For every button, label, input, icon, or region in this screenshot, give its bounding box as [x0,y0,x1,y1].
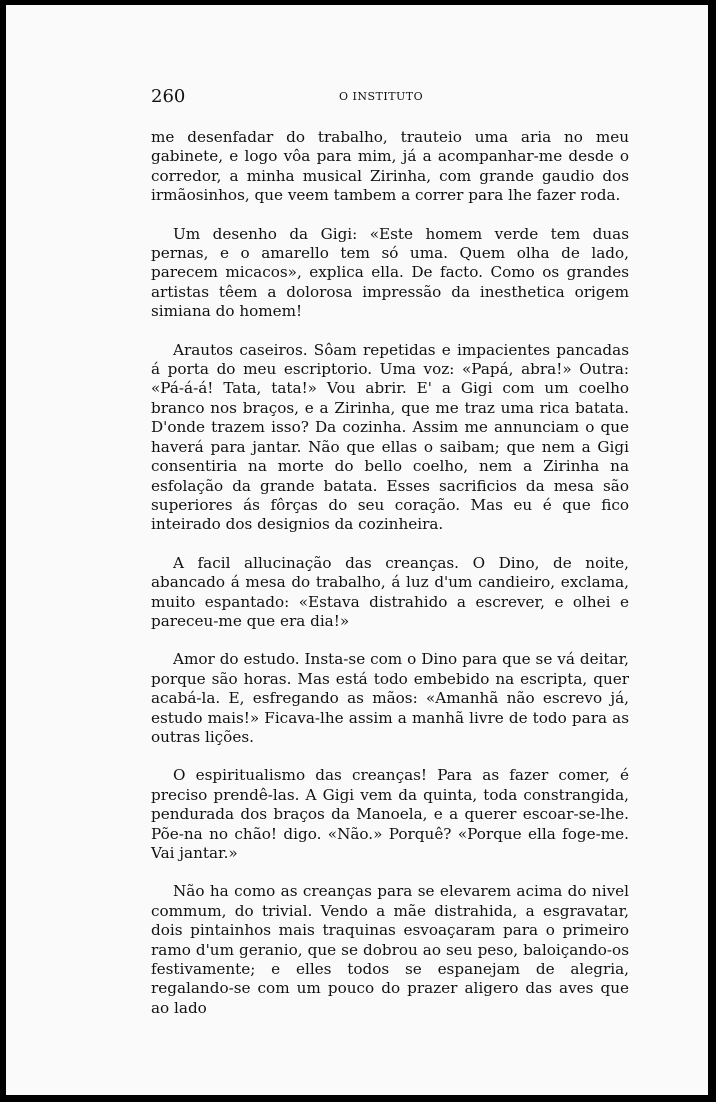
paragraph-5: Amor do estudo. Insta-se com o Dino para que se vá deitar, porque são horas. Mas está todo embebido na escripta, quer acabá-la. E, esfregando as mãos: «Amanhã não escrevo já, estudo mais!» Ficava-lhe assim a manhã livre de todo para as outras lições. [151,650,629,746]
paragraph-4: A facil allucinação das creanças. O Dino, de noite, abancado á mesa do trabalho, á luz d'um candieiro, exclama, muito espantado: «Estava distrahido a escrever, e olhei e pareceu-me que era dia!» [151,553,629,630]
paragraph-2: Um desenho da Gigi: «Este homem verde tem duas pernas, e o amarello tem só uma. Quem olha de lado, parecem micacos», explica ella. De facto. Como os grandes artistas têem a dolorosa impressão da inesthetica origem simiana do homem! [151,224,629,321]
running-title: O INSTITUTO [339,90,424,103]
paragraph-3: Arautos caseiros. Sôam repetidas e impacientes pancadas á porta do meu escriptorio. Uma voz: «Papá, abra!» Outra: «Pá-á-á! Tata, tata!» Vou abrir. E' a Gigi com um coelho branco nos braços, e a Zirinha, que me traz uma rica batata. D'onde trazem isso? Da cozinha. Assim me annunciam o que haverá para jantar. Não que ellas o saibam; que nem a Gigi consentiria na morte do bello coelho, nem a Zirinha na esfolação da grande batata. Esses sacrificios da mesa são superiores ás fôrças do seu coração. Mas eu é que fico inteirado dos designios da cozinheira. [151,340,629,534]
page-number: 260 [151,86,186,107]
paragraph-1: me desenfadar do trabalho, trauteio uma aria no meu gabinete, e logo vôa para mim, já a acompanhar-me desde o corredor, a minha musical Zirinha, com grande gaudio dos irmãosinhos, que veem tambem a correr para lhe fazer roda. [151,128,629,205]
body-text [151,128,629,1018]
page-header [151,86,631,110]
paragraph-6: O espiritualismo das creanças! Para as fazer comer, é preciso prendê-las. A Gigi vem da quinta, toda constrangida, pendurada dos braços da Manoela, e a querer escoar-se-lhe. Põe-na no chão! digo. «Não.» Porquê? «Porque ella foge-me. Vai jantar.» [151,766,629,862]
paragraph-7: Não ha como as creanças para se elevarem acima do nivel commum, do trivial. Vendo a mãe distrahida, a esgravatar, dois pintainhos mais traquinas esvoaçaram para o primeiro ramo d'um geranio, que se dobrou ao seu peso, baloiçando-os festivamente; e elles todos se espanejam de alegria, regalando-se com um pouco do prazer aligero das aves que ao lado [151,882,629,1017]
